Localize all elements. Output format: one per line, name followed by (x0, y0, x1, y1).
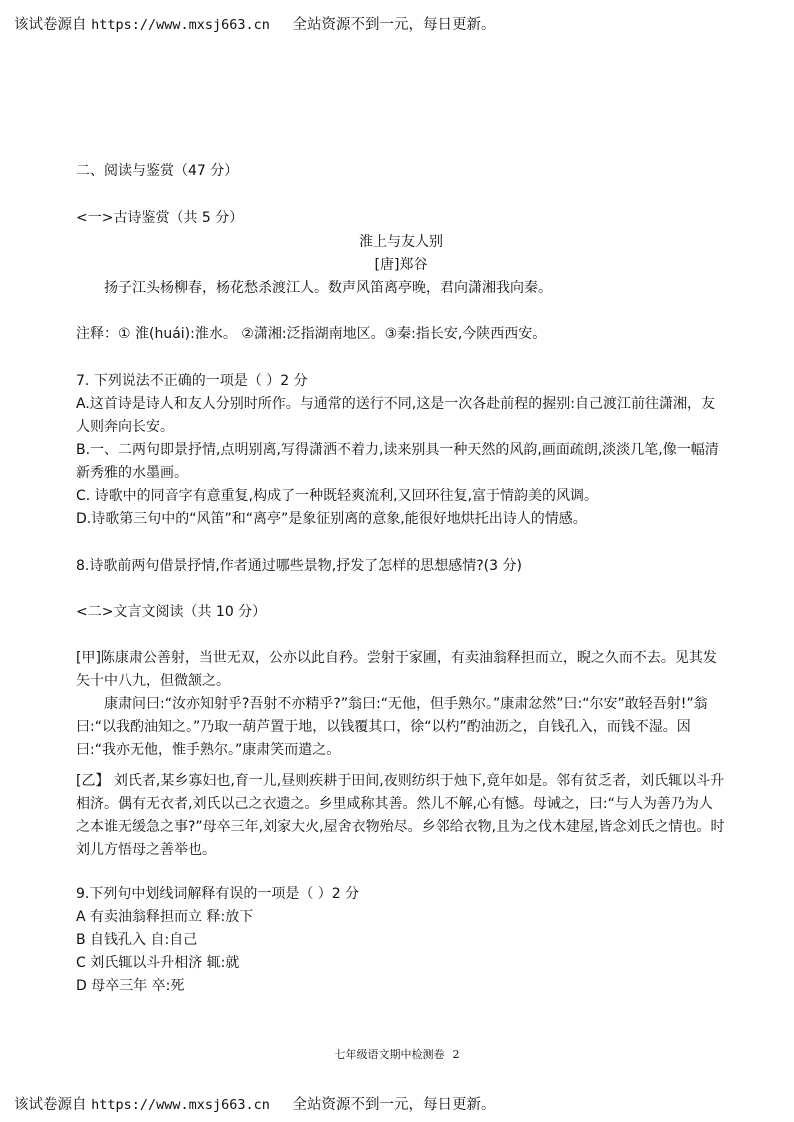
page-footer (0, 1046, 794, 1062)
header-watermark (14, 13, 496, 34)
q9-option-c: C 刘氏辄以斗升相济 辄:就 (76, 955, 240, 971)
classical-section-title: <二>文言文阅读（共 10 分） (76, 604, 267, 620)
q8-stem: 8.诗歌前两句借景抒情,作者通过哪些景物,抒发了怎样的思想感情?(3 分) (76, 558, 522, 574)
q7-option-d: D.诗歌第三句中的“风笛”和“离亭”是象征别离的意象,能很好地烘托出诗人的情感。 (76, 511, 587, 527)
header-source-text: 该试卷源自 (14, 17, 87, 33)
poem-author: [唐]郑谷 (374, 257, 428, 273)
passage-jia-p2: 康肃问曰:“汝亦知射乎?吾射不亦精乎?”翁曰:“无他，但手熟尔。”康肃忿然”曰:“尔安”敢轻吾射!”翁曰:“以我酌油知之。”乃取一葫芦置于地，以钱覆其口，徐“以杓”酌油沥之，自钱孔入，而钱不湿。因曰:“我亦无他，惟手熟尔。”康肃笑而遣之。 (76, 696, 708, 758)
poem-text: 扬子江头杨柳春，杨花愁杀渡江人。数声风笛离亭晚，君向潇湘我向秦。 (104, 280, 552, 296)
poem-section-title: <一>古诗鉴赏（共 5 分） (76, 210, 244, 226)
q7-option-a: A.这首诗是诗人和友人分别时所作。与通常的送行不同,这是一次各赴前程的握别:自己渡江前往潇湘，友人则奔向长安。 (76, 396, 715, 435)
poem-notes: 注释：① 淮(huái):淮水。 ②潇湘:泛指湖南地区。③秦:指长安,今陕西西安。 (76, 326, 547, 342)
section-title: 二、阅读与鉴赏（47 分） (76, 163, 239, 179)
q7-option-c: C. 诗歌中的同音字有意重复,构成了一种既轻爽流利,又回环往复,富于情韵美的风调。 (76, 488, 599, 504)
footer-label: 七年级语文期中检测卷 (334, 1048, 445, 1061)
footer-url-link[interactable]: https://www.mxsj663.cn (91, 1097, 270, 1113)
poem-title: 淮上与友人别 (359, 234, 443, 250)
q9-option-d: D 母卒三年 卒:死 (76, 978, 185, 994)
footer-watermark (14, 1093, 496, 1114)
header-slogan: 全站资源不到一元，每日更新。 (292, 17, 496, 33)
footer-source-text: 该试卷源自 (14, 1097, 87, 1113)
q7-stem: 7. 下列说法不正确的一项是（ ）2 分 (76, 373, 308, 389)
page-number: 2 (452, 1048, 460, 1061)
passage-jia-p1: [甲]陈康肃公善射，当世无双，公亦以此自矜。尝射于家圃，有卖油翁释担而立，睨之久而不去。见其发矢十中八九，但微颔之。 (76, 650, 717, 689)
q7-option-b: B.一、二两句即景抒情,点明别离,写得潇洒不着力,读来别具一种天然的风韵,画面疏朗,淡淡几笔,像一幅清新秀雅的水墨画。 (76, 442, 719, 481)
q9-option-a: A 有卖油翁释担而立 释:放下 (76, 909, 254, 925)
header-url-link[interactable]: https://www.mxsj663.cn (91, 17, 270, 33)
q9-option-b: B 自钱孔入 自:自己 (76, 932, 198, 948)
passage-yi: [乙】 刘氏者,某乡寡妇也,育一儿,昼则疾耕于田间,夜则纺织于烛下,竟年如是。邻有贫乏者，刘氏辄以斗升相济。偶有无衣者,刘氏以己之衣遗之。乡里咸称其善。然儿不解,心有憾。母诫之，曰:“与人为善乃为人之本谁无缓急之事?”母卒三年,刘家大火,屋舍衣物殆尽。乡邻给衣物,且为之伐木建屋,皆念刘氏之情也。时刘儿方悟母之善举也。 (76, 773, 725, 858)
footer-slogan: 全站资源不到一元，每日更新。 (292, 1097, 496, 1113)
q9-stem: 9.下列句中划线词解释有误的一项是（ ）2 分 (76, 886, 360, 902)
